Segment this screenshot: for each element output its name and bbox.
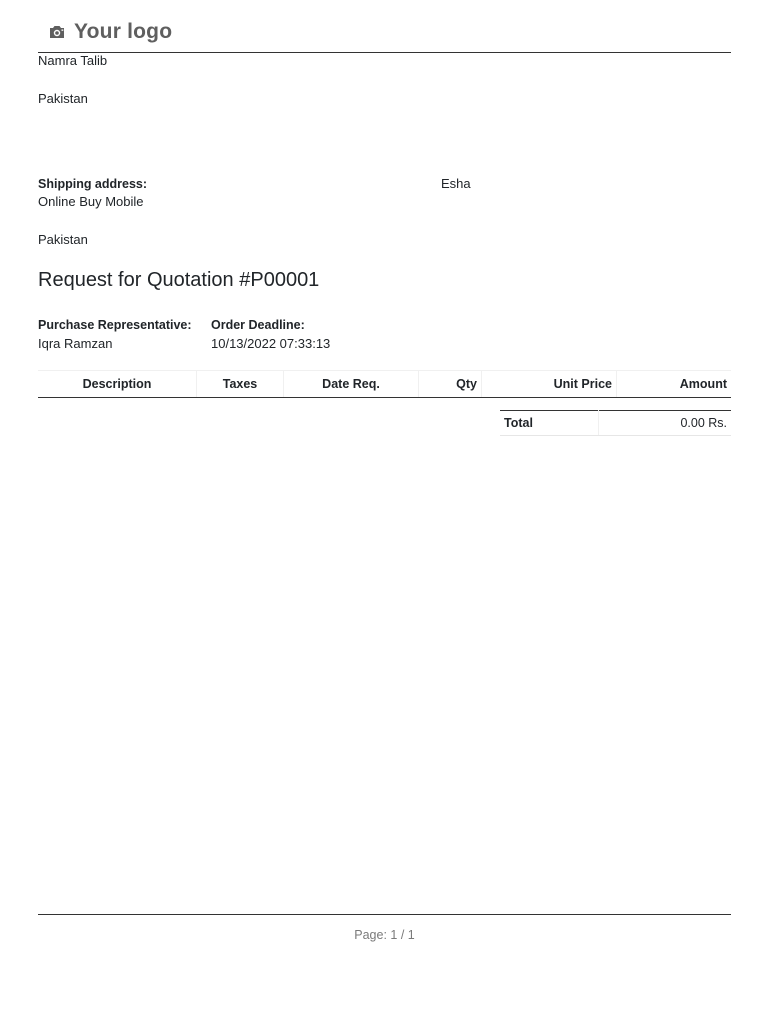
purchase-representative (38, 316, 192, 353)
total-label: Total (500, 411, 599, 436)
order-deadline (211, 316, 330, 353)
order-deadline-value: 10/13/2022 07:33:13 (211, 336, 331, 351)
col-unit-price: Unit Price (482, 371, 617, 398)
shipping-address-label: Shipping address: (38, 177, 148, 191)
total-row (500, 411, 731, 436)
col-description: Description (38, 371, 197, 398)
order-deadline-label: Order Deadline: (211, 318, 305, 332)
total-table (500, 410, 731, 436)
vendor-country: Pakistan (38, 91, 88, 106)
purchase-representative-label: Purchase Representative: (38, 318, 192, 332)
quotation-page (38, 0, 731, 1024)
order-lines-table (38, 370, 731, 398)
company-logo (48, 20, 172, 44)
col-qty: Qty (419, 371, 482, 398)
vendor-name: Namra Talib (38, 53, 108, 68)
col-amount: Amount (617, 371, 732, 398)
footer-divider (38, 914, 731, 915)
logo-text: Your logo (74, 20, 173, 43)
shipping-country: Pakistan (38, 232, 88, 247)
header-divider (38, 52, 731, 53)
col-taxes: Taxes (197, 371, 284, 398)
shipping-contact: Esha (441, 176, 471, 191)
purchase-representative-value: Iqra Ramzan (38, 336, 113, 351)
page-number: Page: 1 / 1 (354, 928, 415, 942)
camera-icon (48, 24, 66, 40)
table-header-row (38, 371, 731, 398)
page-title: Request for Quotation #P00001 (38, 269, 320, 291)
total-value: 0.00 Rs. (599, 411, 732, 436)
shipping-company: Online Buy Mobile (38, 194, 144, 209)
col-date-req: Date Req. (284, 371, 419, 398)
